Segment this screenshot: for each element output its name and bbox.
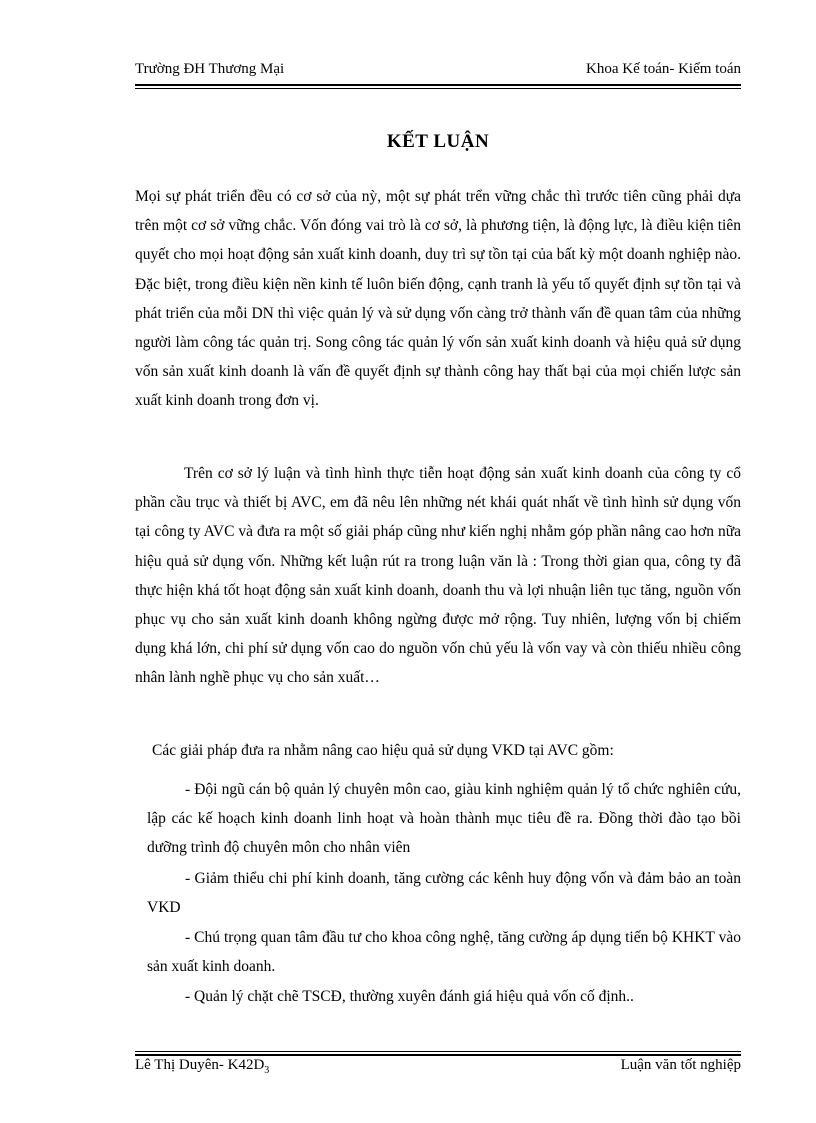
footer-author	[135, 1057, 269, 1076]
conclusion-paragraph-1	[135, 182, 741, 416]
paragraph-text: Các giải pháp đưa ra nhằm nâng cao hiệu quả sử dụng VKD tại AVC gồm:	[152, 742, 614, 759]
solutions-intro	[152, 736, 741, 765]
class-subscript: 3	[264, 1065, 270, 1076]
solution-bullet-2	[147, 864, 741, 922]
solution-bullet-1	[147, 775, 741, 863]
paragraph-text: Mọi sự phát triển đều có cơ sở của nỳ, một sự phát trển vững chắc thì trước tiên cũng phải dựa trên một cơ sở vững chắc. Vốn đóng vai trò là cơ sở, là phương tiện, là động lực, là điều kiện tiên quyết cho mọi hoạt động sản xuất kinh doanh, duy trì sự tồn tại của bất kỳ một doanh nghiệp nào. Đặc biệt, trong điều kiện nền kinh tế luôn biến động, cạnh tranh là yếu tố quyết định sự tồn tại và phát triển của mỗi DN thì việc quản lý và sử dụng vốn càng trở thành vấn đề quan tâm của những người làm công tác quản trị. Song công tác quản lý vốn sản xuất kinh doanh và hiệu quả sử dụng vốn sản xuất kinh doanh là vấn đề quyết định sự thành công hay thất bại của mọi chiến lược sản xuất kinh doanh trong đơn vị.	[135, 188, 741, 410]
bullet-text: - Giảm thiểu chi phí kinh doanh, tăng cường các kênh huy động vốn và đảm bảo an toàn VKD	[147, 870, 741, 917]
paragraph-text: Trên cơ sở lý luận và tình hình thực tiễn hoạt động sản xuất kinh doanh của công ty cổ phần cầu trục và thiết bị AVC, em đã nêu lên những nét khái quát nhất về tình hình sử dụng vốn tại công ty AVC và đưa ra một số giải pháp cũng như kiến nghị nhằm góp phần nâng cao hơn nữa hiệu quả sử dụng vốn. Những kết luận rút ra trong luận văn là : Trong thời gian qua, công ty đã thực hiện khá tốt hoạt động sản xuất kinh doanh, doanh thu và lợi nhuận liên tục tăng, nguồn vốn phục vụ cho sản xuất kinh doanh không ngừng được mở rộng. Tuy nhiên, lượng vốn bị chiếm dụng khá lớn, chi phí sử dụng vốn cao do nguồn vốn chủ yếu là vốn vay và còn thiếu nhiều công nhân lành nghề phục vụ cho sản xuất…	[135, 465, 741, 687]
header-faculty: Khoa Kế toán- Kiểm toán	[586, 61, 741, 77]
page-header	[135, 58, 741, 84]
footer-rule-thick	[135, 1054, 741, 1056]
footer-doc-type: Luận văn tốt nghiệp	[620, 1057, 741, 1073]
author-name: Lê Thị Duyên- K42D	[135, 1057, 265, 1073]
header-school: Trường ĐH Thương Mại	[135, 61, 285, 77]
bullet-text: - Đội ngũ cán bộ quản lý chuyên môn cao, giàu kinh nghiệm quản lý tổ chức nghiên cứu, lập các kế hoạch kinh doanh linh hoạt và hoàn thành mục tiêu đề ra. Đồng thời đào tạo bồi dưỡng trình độ chuyên môn cho nhân viên	[147, 781, 741, 857]
header-rule-thin	[135, 88, 741, 89]
solution-bullet-4	[147, 982, 741, 1011]
header-rule-thick	[135, 84, 741, 86]
bullet-text: - Chú trọng quan tâm đầu tư cho khoa công nghệ, tăng cường áp dụng tiến bộ KHKT vào sản xuất kinh doanh.	[147, 929, 741, 976]
bullet-text: - Quản lý chặt chẽ TSCĐ, thường xuyên đánh giá hiệu quả vốn cố định..	[185, 988, 634, 1005]
conclusion-paragraph-2	[135, 459, 741, 693]
page-title: KẾT LUẬN	[386, 131, 490, 152]
footer-rule-thin	[135, 1051, 741, 1052]
solution-bullet-3	[147, 923, 741, 981]
